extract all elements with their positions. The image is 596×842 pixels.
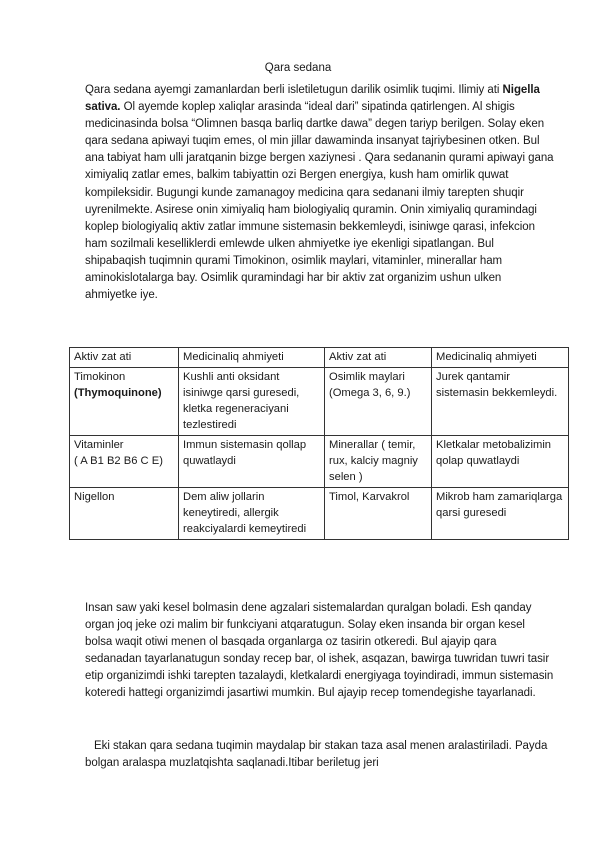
header-cell: Aktiv zat ati xyxy=(70,348,179,368)
header-cell: Aktiv zat ati xyxy=(325,348,432,368)
table-cell xyxy=(70,368,179,436)
header-cell: Medicinaliq ahmiyeti xyxy=(179,348,325,368)
intro-paragraph xyxy=(85,82,555,304)
table-cell: Immun sistemasin qollap quwatlaydi xyxy=(179,436,325,488)
table-cell: Minerallar ( temir, rux, kalciy magniy selen ) xyxy=(325,436,432,488)
table-cell: Jurek qantamir sistemasin bekkemleydi. xyxy=(432,368,569,436)
table-cell: Dem aliw jollarin keneytiredi, allergik reakciyalardi kemeytiredi xyxy=(179,488,325,540)
cell-text: Timokinon xyxy=(74,371,126,383)
body-paragraph: Insan saw yaki kesel bolmasin dene agzalari sistemalardan quralgan boladi. Esh qanday organ joq jeke ozi malim bir funkciyani atqaratugun. Solay eken insanda bir organ kesel bolsa waqit otiwi menen ol basqada organlarga oz tasirin otkeredi. Bul ajayip qara sedanadan tayarlanatugun sonday recep bar, ol ishek, asqazan, bawirga tuwridan tuwri tasir etip organizimdi ishki tarepten tazalaydi, kletkalardi energiyaga toyindiradi, immun sistemasin koteredi hattegi organizimdi jasartiwi mumkin. Bul ajayip recep tomendegishe tayarlanadi. xyxy=(85,602,554,700)
recipe-paragraph: Eki stakan qara sedana tuqimin maydalap bir stakan taza asal menen aralastiriladi. Payda bolgan aralaspa muzlatqishta saqlanadi.Itibar beriletug jeri xyxy=(85,740,548,770)
table-row xyxy=(70,436,569,488)
table-cell: Osimlik maylari (Omega 3, 6, 9.) xyxy=(325,368,432,436)
table-header-row xyxy=(70,348,569,368)
cell-text: Vitaminler xyxy=(74,439,124,451)
intro-text-start: Qara sedana ayemgi zamanlardan berli isletiletugun darilik osimlik tuqimi. Ilimiy ati xyxy=(85,84,503,96)
document-title: Qara sedana xyxy=(264,62,332,74)
table-row xyxy=(70,488,569,540)
intro-text-end: Ol ayemde koplep xaliqlar arasinda “ideal dari” sipatinda qatirlengen. Al shigis medicinasinda bolsa “Olimnen basqa barliq dartke dawa” degen tariyp berilgen. Solay eken qara sedana apiwayi tuqim emes, ol min jillar dawaminda insanyat tajriybesinen otken. Bul ana tabiyat ham ulli jaratqanin bizge bergen xaziynesi . Qara sedananin qurami apiwayi gana ximiyaliq zatlar emes, balkim tabiyattin ozi Bergen energiya, kush ham omirlik quwat kompileksidir. Bugungi kunde zamanagoy medicina qara sedanani ilmiy tarepten shuqir uyrenilmekte. Asirese onin ximiyaliq ham biologiyaliq quramin. Onin ximiyaliq quramindagi koplep biologiyaliq aktiv zatlar immune sistemasin bekkemleydi, isiniwge qarasi, infekcion ham sozilmali keselliklerdi emlewde ulken ahmiyetke iye ekenligi sipatlangan. Bul shipabaqish tuqimnin qurami Timokinon, osimlik maylari, vitaminler, minerallar ham aminokislotalarga bay. Osimlik quramindagi har bir aktiv zat organizim ushun ulken ahmiyetke iye. xyxy=(85,101,554,302)
table-cell: Mikrob ham zamariqlarga qarsi guresedi xyxy=(432,488,569,540)
active-substances-table xyxy=(69,347,569,540)
cell-text-bold: (Thymoquinone) xyxy=(74,387,162,399)
table-cell: Nigellon xyxy=(70,488,179,540)
table-cell: Kushli anti oksidant isiniwge qarsi guresedi, kletka regeneraciyani tezlestiredi xyxy=(179,368,325,436)
scientific-name: Nigella sativa. xyxy=(85,84,540,114)
table-row xyxy=(70,368,569,436)
table-cell: Kletkalar metobalizimin qolap quwatlaydi xyxy=(432,436,569,488)
cell-text: ( A B1 B2 B6 C E) xyxy=(74,455,163,467)
table-cell xyxy=(70,436,179,488)
header-cell: Medicinaliq ahmiyeti xyxy=(432,348,569,368)
table-cell: Timol, Karvakrol xyxy=(325,488,432,540)
